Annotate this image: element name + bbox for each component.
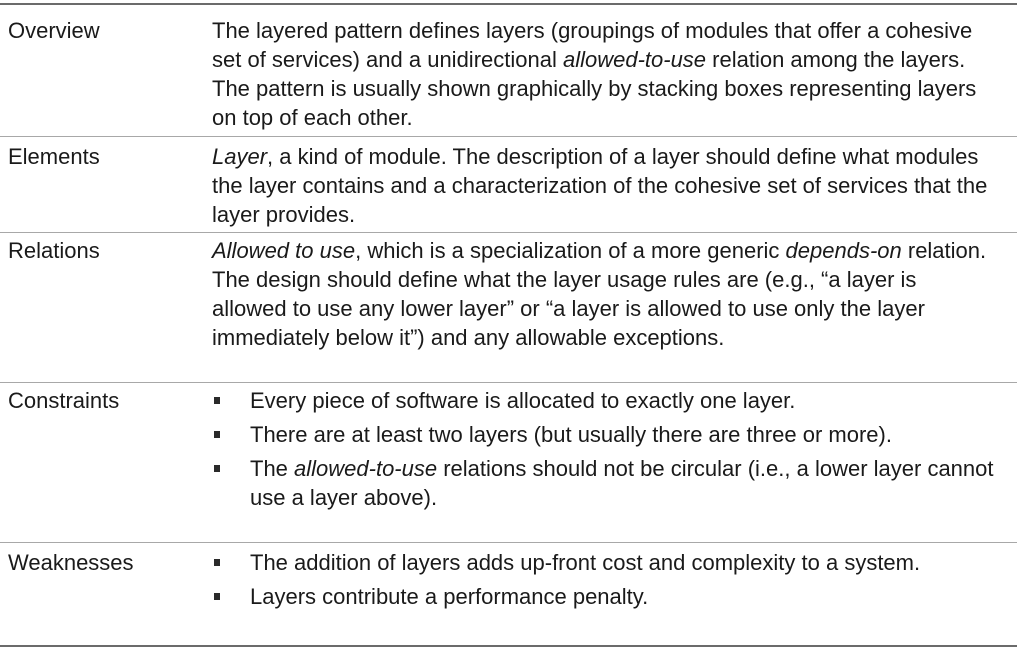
bullet-list: [212, 386, 997, 512]
square-bullet-icon: [214, 559, 220, 566]
row-label: Weaknesses: [8, 550, 134, 575]
bullet-list: [212, 548, 997, 611]
square-bullet-icon: [214, 431, 220, 438]
row-divider: [0, 232, 1017, 233]
row-label: Relations: [8, 238, 100, 263]
square-bullet-icon: [214, 397, 220, 404]
text-run: relation among the layers. The pattern is usually shown graphically by stacking boxes representing layers on top of each other.: [212, 47, 977, 130]
text-run: relation. The design should define what the layer usage rules are (e.g., “a layer is allowed to use any lower layer” or “a layer is allowed to use only the layer immediately below it”) and any allowable exceptions.: [212, 238, 987, 350]
row-label: Constraints: [8, 388, 120, 413]
text-run: Every piece of software is allocated to exactly one layer.: [250, 388, 796, 413]
text-run: , which is a specialization of a more generic: [355, 238, 786, 263]
row-description: [212, 236, 997, 352]
square-bullet-icon: [214, 593, 220, 600]
row-divider: [0, 542, 1017, 543]
text-run: The addition of layers adds up-front cost and complexity to a system.: [250, 550, 921, 575]
row-description: [212, 386, 997, 517]
text-run: Layers contribute a performance penalty.: [250, 584, 649, 609]
list-item: [212, 548, 997, 577]
list-item: [212, 386, 997, 415]
text-run: relations should not be circular (i.e., a lower layer cannot use a layer above).: [250, 456, 994, 510]
row-divider: [0, 136, 1017, 137]
text-run: , a kind of module. The description of a layer should define what modules the layer contains and a characterization of the cohesive set of services that the layer provides.: [212, 144, 988, 227]
text-run: There are at least two layers (but usually there are three or more).: [250, 422, 892, 447]
text-run: The layered pattern defines layers (groupings of modules that offer a cohesive set of services) and a unidirectional: [212, 18, 973, 72]
text-run-italic: Allowed to use: [212, 238, 356, 263]
text-run-italic: allowed-to-use: [294, 456, 438, 481]
list-item: [212, 420, 997, 449]
row-description: [212, 142, 997, 229]
row-description: [212, 16, 997, 132]
list-item: [212, 582, 997, 611]
text-run-italic: depends-on: [785, 238, 902, 263]
row-description: [212, 548, 997, 616]
text-run-italic: Layer: [212, 144, 268, 169]
text-run-italic: allowed-to-use: [562, 47, 707, 72]
row-label: Overview: [8, 18, 100, 43]
row-divider: [0, 382, 1017, 383]
bottom-rule: [0, 645, 1017, 647]
row-label: Elements: [8, 144, 100, 169]
top-rule: [0, 3, 1017, 5]
list-item: [212, 454, 997, 512]
square-bullet-icon: [214, 465, 220, 472]
text-run: The: [250, 456, 295, 481]
